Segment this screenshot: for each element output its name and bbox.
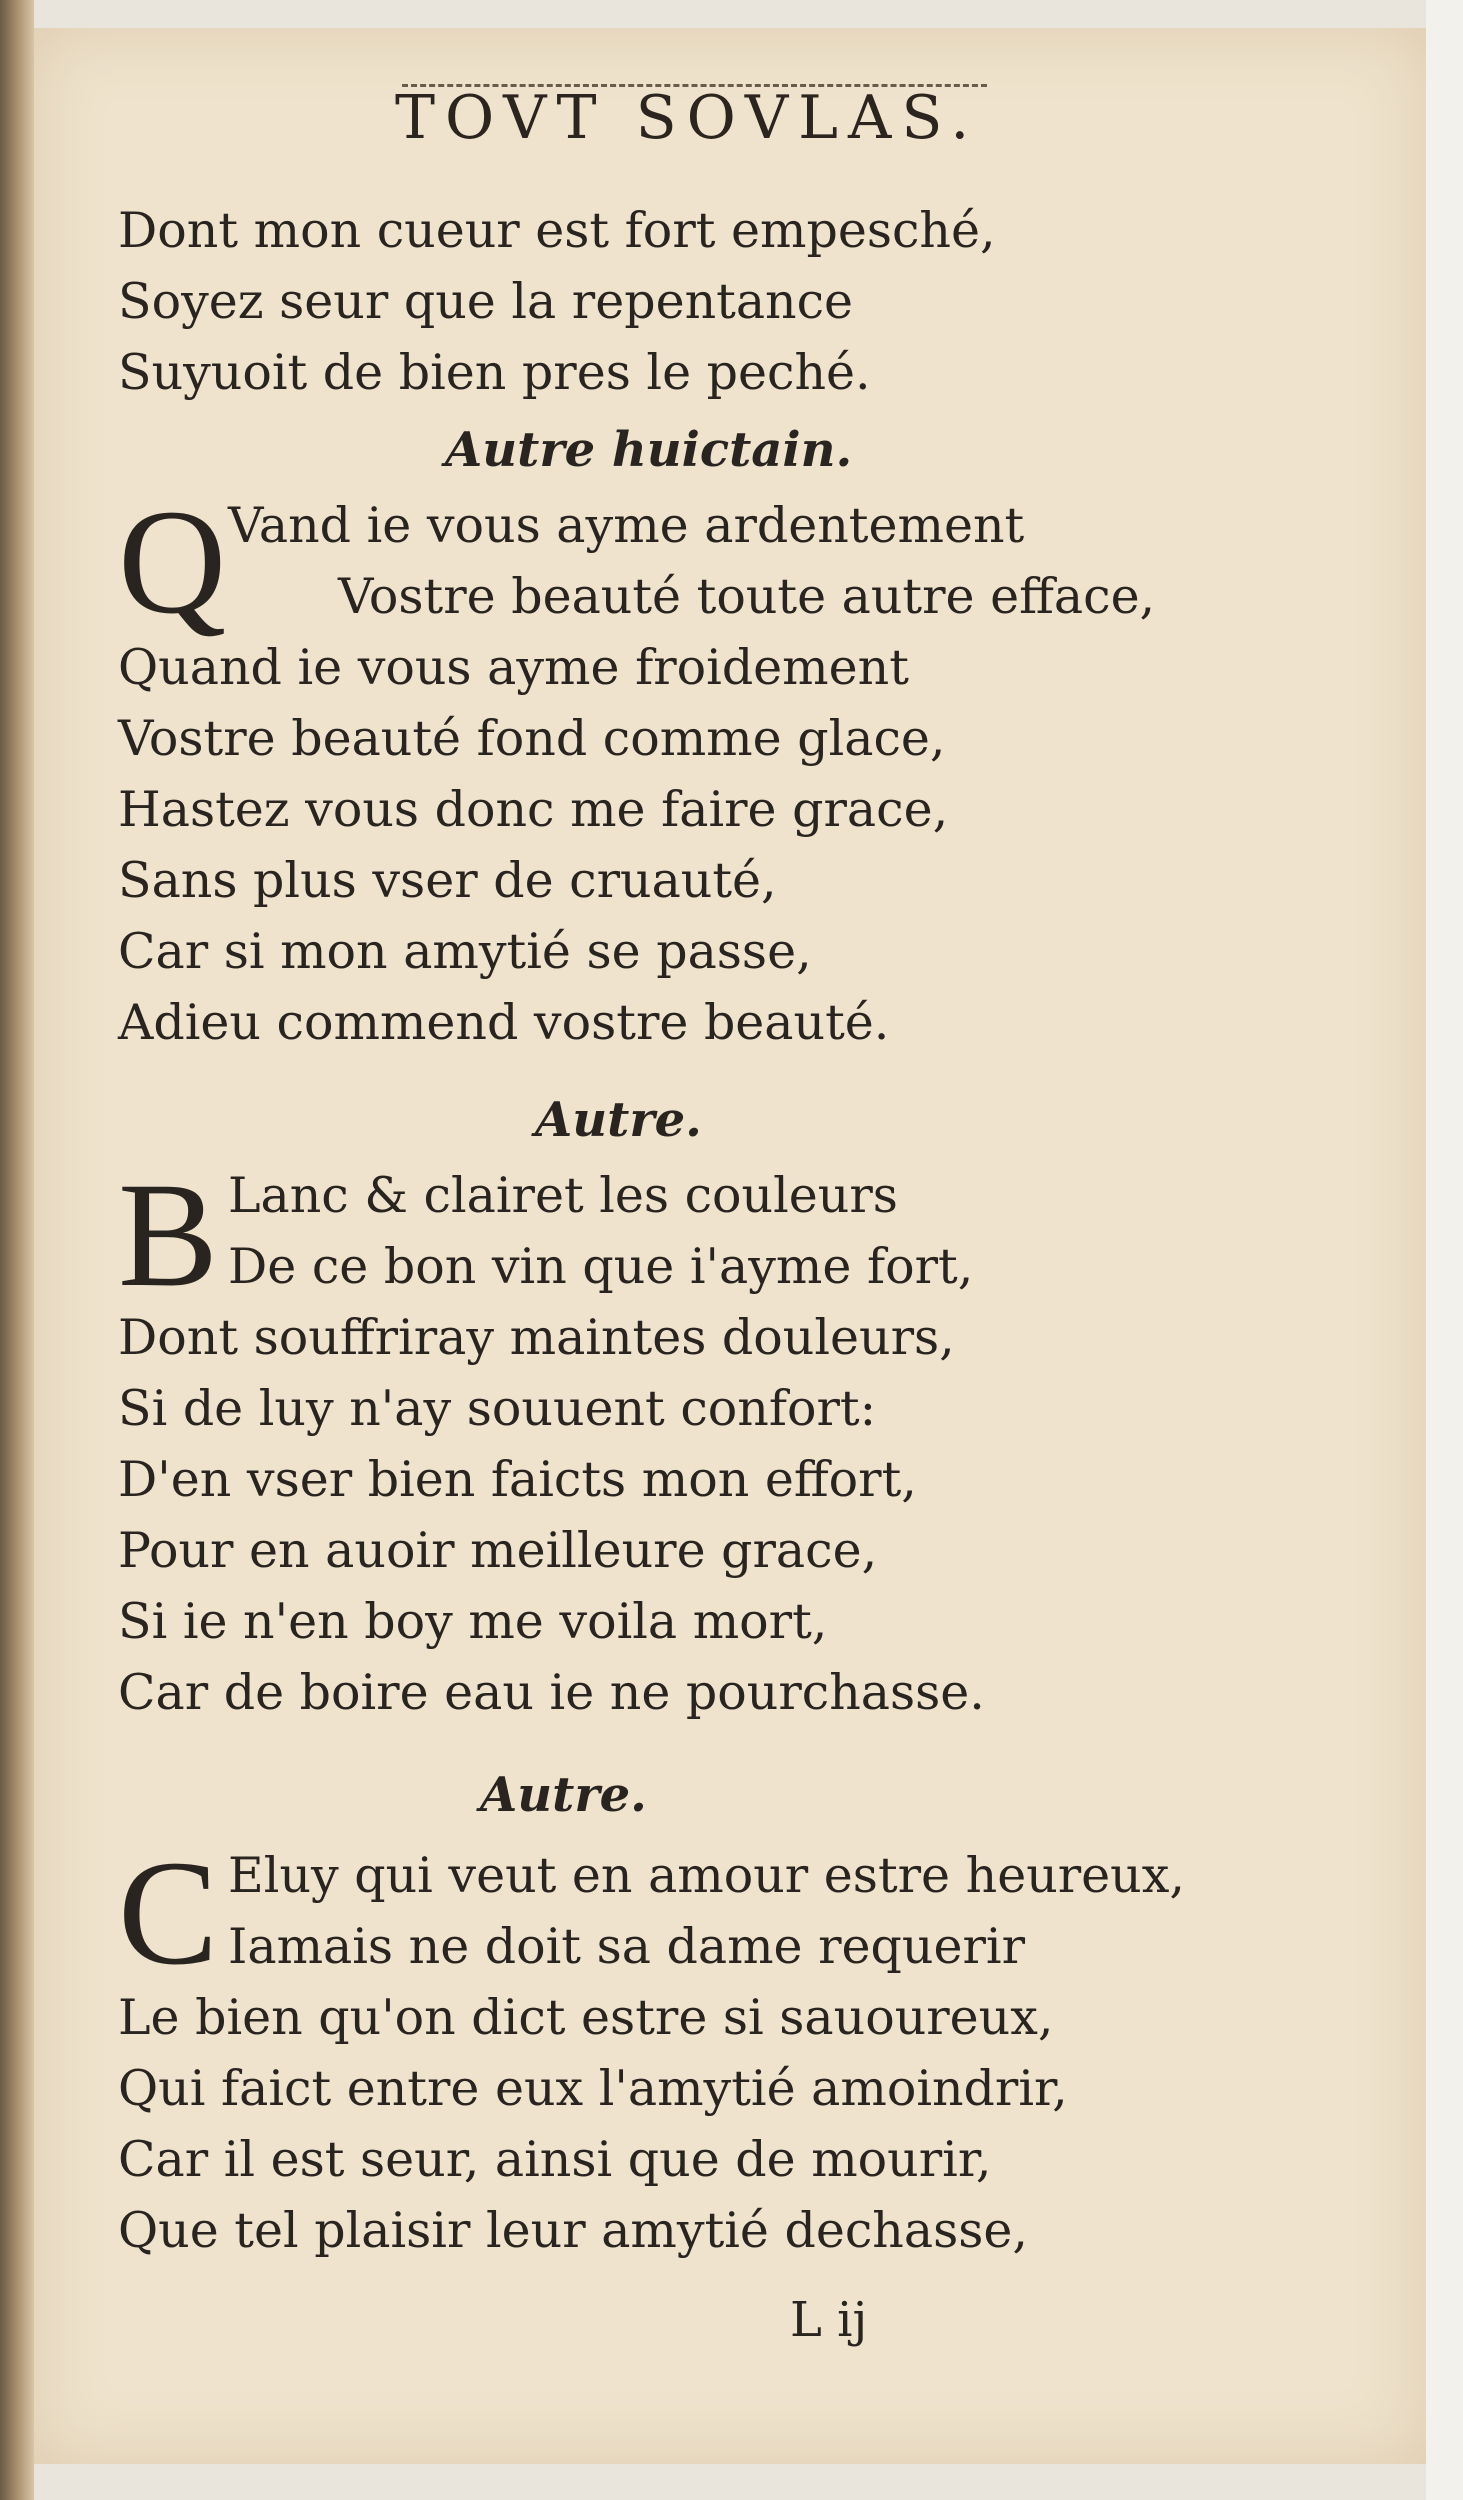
verse-line: Sans plus vser de cruauté,: [118, 852, 777, 909]
drop-cap: C: [118, 1830, 219, 1996]
verse-line: Si ie n'en boy me voila mort,: [118, 1593, 828, 1650]
verse-line: Suyuoit de bien pres le peché.: [118, 344, 871, 401]
drop-cap: Q: [118, 479, 227, 645]
verse-line: Pour en auoir meilleure grace,: [118, 1522, 878, 1579]
verse-line: Adieu commend vostre beauté.: [118, 994, 890, 1051]
verse-line: Vand ie vous ayme ardentement: [228, 497, 1025, 554]
poem-heading: Autre huictain.: [445, 422, 853, 478]
verse-line: Car si mon amytié se passe,: [118, 923, 812, 980]
verse-line: Si de luy n'ay souuent confort:: [118, 1380, 877, 1437]
verse-block-2: [118, 490, 1155, 1058]
verse-line: Que tel plaisir leur amytié dechasse,: [118, 2202, 1028, 2259]
verse-line: Car de boire eau ie ne pourchasse.: [118, 1664, 985, 1721]
verse-line: D'en vser bien faicts mon effort,: [118, 1451, 917, 1508]
verse-line: Lanc & clairet les couleurs: [228, 1167, 898, 1224]
verse-line: Qui faict entre eux l'amytié amoindrir,: [118, 2060, 1068, 2117]
running-title: TOVT SOVLAS.: [395, 83, 980, 153]
verse-line: Eluy qui veut en amour estre heureux,: [228, 1847, 1185, 1904]
page-margin-edge: [1426, 0, 1463, 2500]
poem-heading: Autre.: [480, 1767, 647, 1823]
poem-heading: Autre.: [535, 1092, 702, 1148]
verse-line: Dont souffriray maintes douleurs,: [118, 1309, 955, 1366]
verse-line: Vostre beauté fond comme glace,: [118, 710, 946, 767]
signature-mark: L ij: [790, 2292, 868, 2348]
drop-cap: B: [118, 1152, 219, 1318]
book-spine: [0, 0, 34, 2500]
verse-line: Le bien qu'on dict estre si sauoureux,: [118, 1989, 1054, 2046]
verse-line: Car il est seur, ainsi que de mourir,: [118, 2131, 992, 2188]
verse-block-3: [118, 1152, 985, 1728]
verse-line: Soyez seur que la repentance: [118, 273, 854, 330]
verse-block-1: [118, 195, 996, 408]
verse-line: Dont mon cueur est fort empesché,: [118, 202, 996, 259]
verse-line: Quand ie vous ayme froidement: [118, 639, 909, 696]
verse-block-4: [118, 1830, 1185, 2266]
verse-line: Iamais ne doit sa dame requerir: [228, 1918, 1025, 1975]
verse-line: Vostre beauté toute autre efface,: [338, 568, 1156, 625]
verse-line: De ce bon vin que i'ayme fort,: [228, 1238, 974, 1295]
verse-line: Hastez vous donc me faire grace,: [118, 781, 949, 838]
